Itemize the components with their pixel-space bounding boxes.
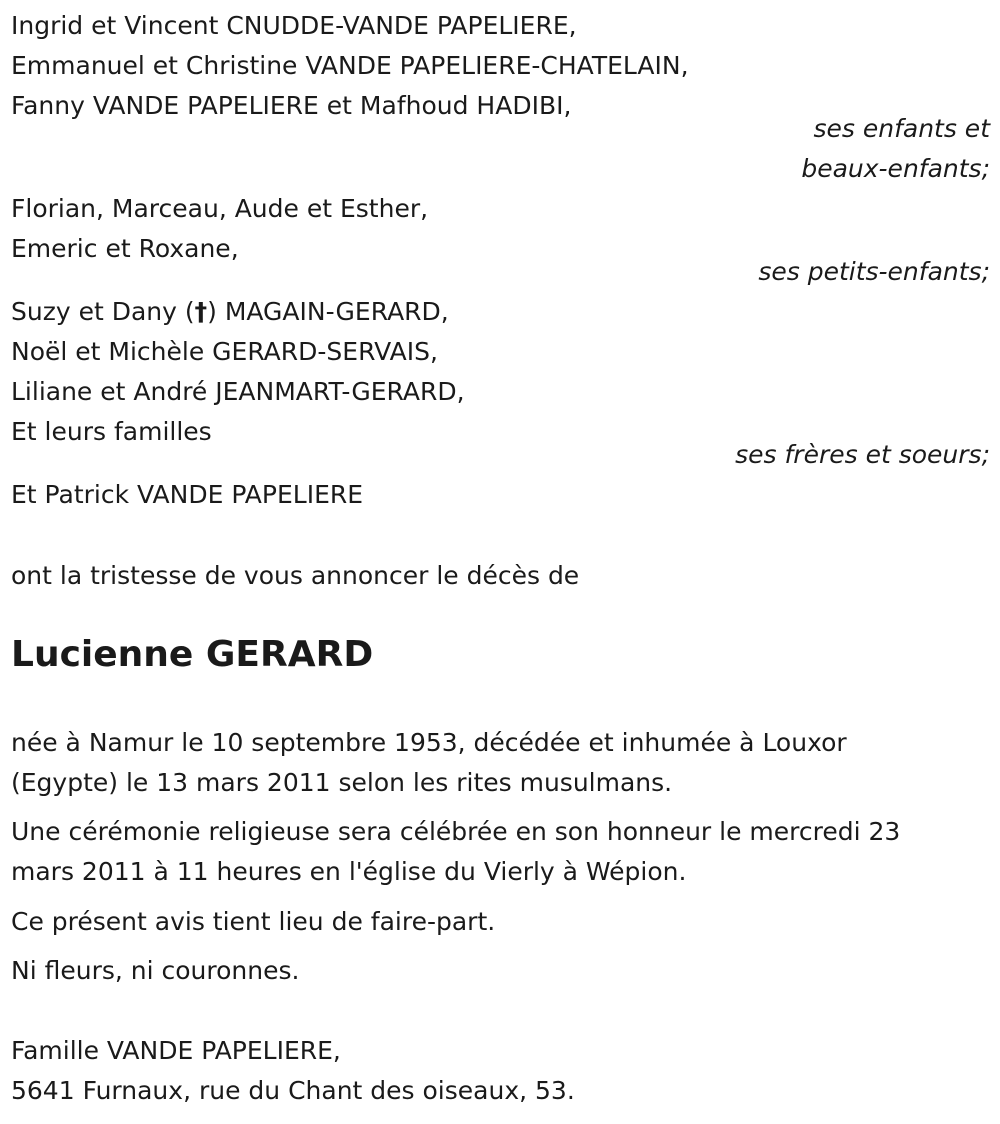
siblings-line-2: Noël et Michèle GERARD-SERVAIS,	[11, 337, 438, 366]
children-line-1: Ingrid et Vincent CNUDDE-VANDE PAPELIERE,	[11, 11, 577, 40]
siblings-line-4: Et leurs familles	[11, 417, 212, 446]
siblings-line-1	[11, 297, 449, 327]
children-role-line-2: beaux-enfants;	[801, 154, 990, 183]
ceremony-line-1: Une cérémonie religieuse sera célébrée en son honneur le mercredi 23	[11, 817, 901, 846]
grandchildren-line-1: Florian, Marceau, Aude et Esther,	[11, 194, 429, 223]
address-line: 5641 Furnaux, rue du Chant des oiseaux, 53.	[11, 1076, 575, 1105]
siblings-role: ses frères et soeurs;	[735, 440, 990, 469]
family-line: Famille VANDE PAPELIERE,	[11, 1036, 341, 1065]
ceremony-line-2: mars 2011 à 11 heures en l'église du Vierly à Wépion.	[11, 857, 687, 886]
grandchildren-line-2: Emeric et Roxane,	[11, 234, 239, 263]
children-line-3: Fanny VANDE PAPELIERE et Mafhoud HADIBI,	[11, 91, 572, 120]
notice-line: Ce présent avis tient lieu de faire-part.	[11, 907, 496, 936]
children-line-2: Emmanuel et Christine VANDE PAPELIERE-CHATELAIN,	[11, 51, 689, 80]
siblings-line-3: Liliane et André JEANMART-GERARD,	[11, 377, 465, 406]
grandchildren-role: ses petits-enfants;	[758, 257, 990, 286]
announcement-line: ont la tristesse de vous annoncer le décès de	[11, 561, 580, 590]
born-died-line-1: née à Namur le 10 septembre 1953, décédée et inhumée à Louxor	[11, 728, 847, 757]
children-role-line-1: ses enfants et	[813, 114, 990, 143]
born-died-line-2: (Egypte) le 13 mars 2011 selon les rites musulmans.	[11, 768, 673, 797]
deceased-name: Lucienne GERARD	[11, 634, 374, 675]
siblings-line-1-post: ) MAGAIN-GERARD,	[207, 297, 449, 326]
flowers-line: Ni fleurs, ni couronnes.	[11, 956, 300, 985]
partner-line: Et Patrick VANDE PAPELIERE	[11, 480, 364, 509]
dagger-icon: †	[194, 297, 208, 326]
siblings-line-1-pre: Suzy et Dany (	[11, 297, 195, 326]
